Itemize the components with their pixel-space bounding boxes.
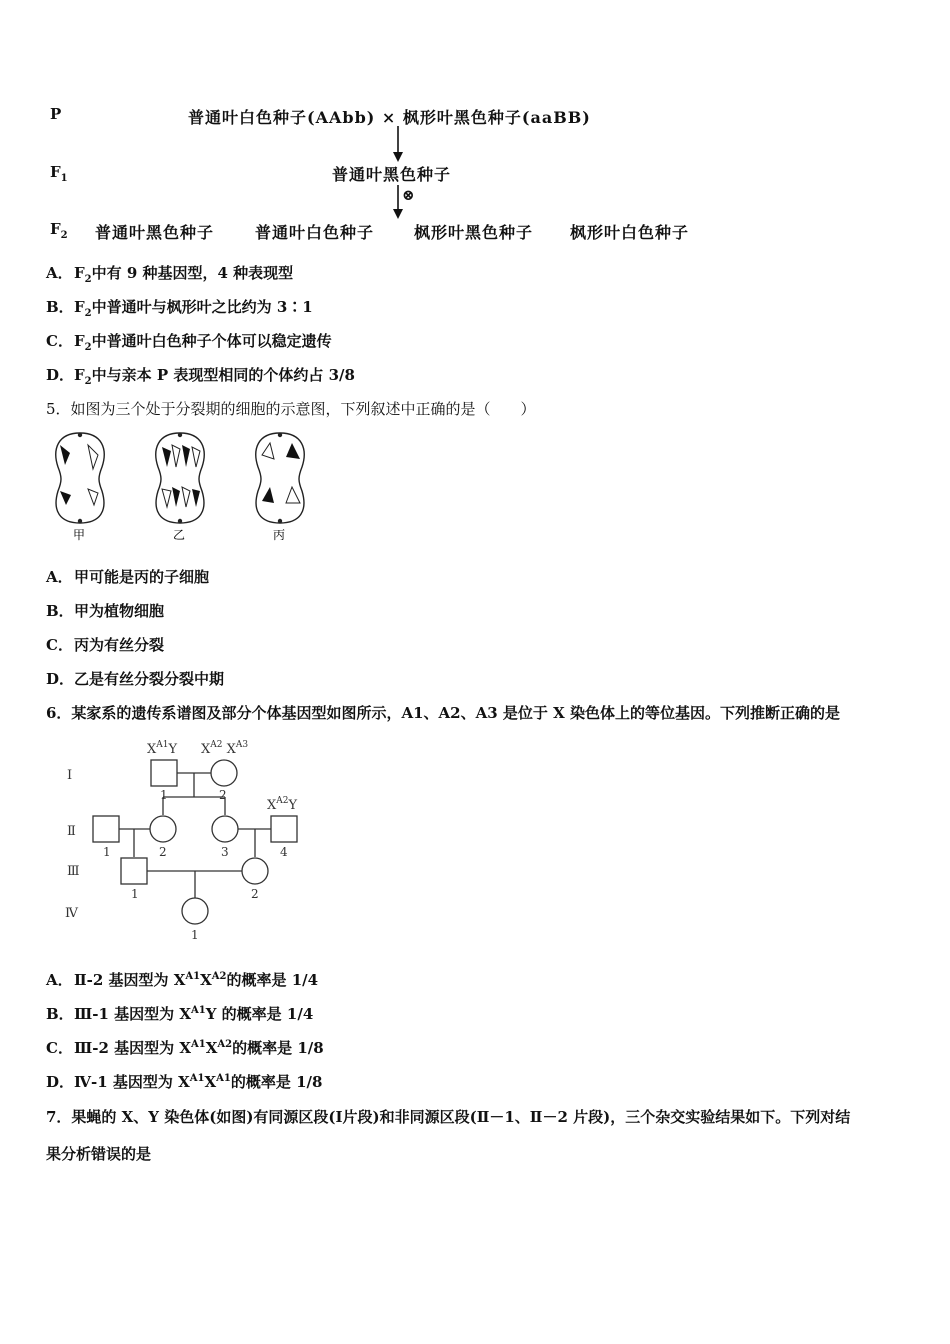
individual-ii1 — [93, 816, 119, 842]
generation-p-label: P — [50, 105, 62, 123]
q6-stem: 6．某家系的遗传系谱图及部分个体基因型如图所示，A1、A2、A3 是位于 X 染色体上的等位基因。下列推断正确的是 — [46, 704, 840, 722]
parent-cross-text: 普通叶白色种子(AAbb) × 枫形叶黑色种子(aaBB) — [188, 108, 591, 127]
q6-option-b[interactable]: B．Ⅲ-1 基因型为 $X^{A1}Y$ 的概率是 1/4 — [46, 1005, 314, 1023]
f2-phenotype-1: 普通叶黑色种子 — [95, 223, 215, 242]
number-iii2: 2 — [251, 887, 259, 901]
cell-label-jia: 甲 — [73, 528, 86, 542]
cell-yi — [156, 433, 204, 523]
individual-ii2 — [150, 816, 176, 842]
q7-stem-line2: 果分析错误的是 — [46, 1145, 152, 1163]
q6-option-d[interactable]: D．Ⅳ-1 基因型为 $X^{A1}X^{A1}$的概率是 1/8 — [46, 1073, 323, 1091]
individual-iii1 — [121, 858, 147, 884]
cell-label-yi: 乙 — [173, 528, 186, 542]
genotype-i2: $X^{A2}$ $X^{A3}$ — [201, 740, 249, 757]
individual-ii4 — [271, 816, 297, 842]
cell-jia — [56, 433, 104, 523]
genotype-i1: $X^{A1}Y$ — [147, 740, 178, 757]
number-iv1: 1 — [191, 928, 199, 942]
q5-option-c[interactable]: C．丙为有丝分裂 — [46, 636, 165, 654]
q4-option-c[interactable]: C．$F_2$中普通叶白色种子个体可以稳定遗传 — [46, 332, 332, 353]
generation-f1-label: $F_1$ — [50, 163, 68, 184]
q4-option-a[interactable]: A．$F_2$中有 9 种基因型，4 种表现型 — [46, 264, 294, 285]
arrow-down-icon — [388, 124, 408, 164]
q5-stem: 5．如图为三个处于分裂期的细胞的示意图，下列叙述中正确的是（ ） — [46, 400, 536, 418]
genotype-ii4: $X^{A2}Y$ — [267, 796, 298, 813]
individual-ii3 — [212, 816, 238, 842]
cell-division-figure — [40, 425, 330, 545]
f2-phenotype-4: 枫形叶白色种子 — [570, 223, 690, 242]
self-cross-symbol: ⊗ — [402, 186, 415, 204]
number-ii1: 1 — [103, 845, 111, 859]
q4-option-d[interactable]: D．$F_2$中与亲本 P 表现型相同的个体约占 3/8 — [46, 366, 355, 387]
individual-iii2 — [242, 858, 268, 884]
generation-i-label: Ⅰ — [67, 768, 73, 783]
generation-iv-label: Ⅳ — [65, 906, 78, 921]
f1-phenotype-text: 普通叶黑色种子 — [332, 165, 452, 184]
number-ii2: 2 — [159, 845, 167, 859]
number-iii1: 1 — [131, 887, 139, 901]
cell-label-bing: 丙 — [273, 528, 286, 542]
individual-i2 — [211, 760, 237, 786]
q6-option-c[interactable]: C．Ⅲ-2 基因型为 $X^{A1}X^{A2}$的概率是 1/8 — [46, 1039, 324, 1057]
number-i2: 2 — [219, 788, 227, 802]
q5-option-b[interactable]: B．甲为植物细胞 — [46, 602, 165, 620]
generation-ii-label: Ⅱ — [67, 824, 76, 839]
generation-iii-label: Ⅲ — [67, 864, 80, 879]
number-ii3: 3 — [221, 845, 229, 859]
number-ii4: 4 — [280, 845, 288, 859]
q6-option-a[interactable]: A．Ⅱ-2 基因型为 $X^{A1}X^{A2}$的概率是 1/4 — [46, 971, 319, 989]
individual-iv1 — [182, 898, 208, 924]
cell-bing — [256, 433, 304, 523]
q7-stem-line1: 7．果蝇的 X、Y 染色体(如图)有同源区段(Ⅰ片段)和非同源区段(Ⅱ－1、Ⅱ－2 片段)，三个杂交实验结果如下。下列对结 — [46, 1108, 851, 1126]
q4-option-b[interactable]: B．$F_2$中普通叶与枫形叶之比约为 3∶1 — [46, 298, 313, 319]
q5-option-a[interactable]: A．甲可能是丙的子细胞 — [46, 568, 210, 586]
f2-phenotype-3: 枫形叶黑色种子 — [414, 223, 534, 242]
number-i1: 1 — [160, 788, 168, 802]
q5-option-d[interactable]: D．乙是有丝分裂分裂中期 — [46, 670, 225, 688]
pedigree-chart — [55, 735, 325, 950]
individual-i1 — [151, 760, 177, 786]
f2-phenotype-2: 普通叶白色种子 — [255, 223, 375, 242]
generation-f2-label: $F_2$ — [50, 220, 68, 241]
